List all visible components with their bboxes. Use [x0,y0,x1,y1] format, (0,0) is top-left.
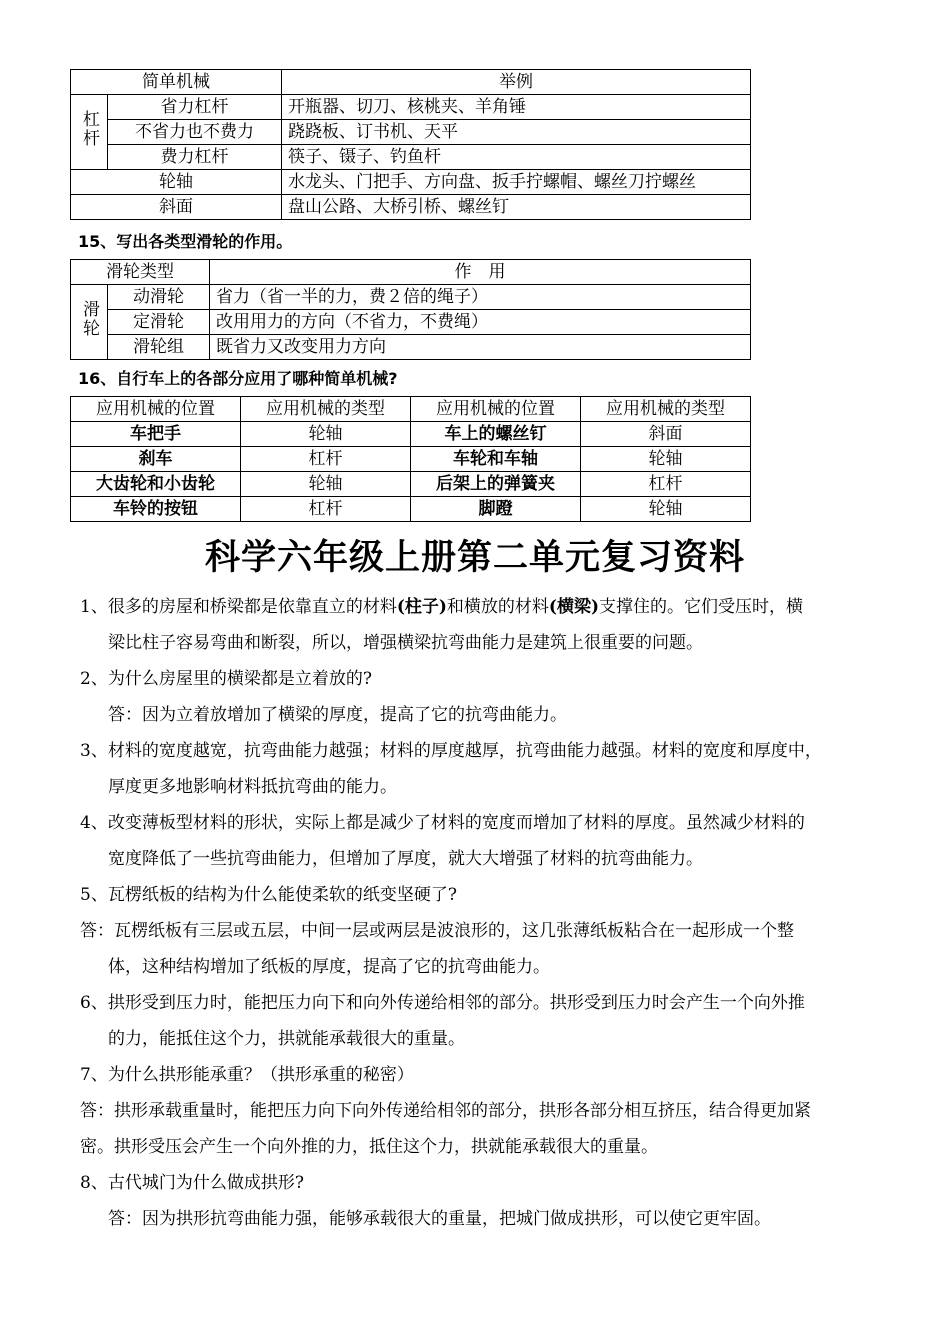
paragraph-1: 1、很多的房屋和桥梁都是依靠直立的材料(柱子)和横放的材料(横梁)支撑住的。它们受压时，横 梁比柱子容易弯曲和断裂，所以，增强横梁抗弯曲能力是建筑上很重要的问题。 [80,597,804,653]
table-cell: 改用用力的方向（不省力，不费绳） [210,310,751,335]
lever-group-cell: 杠杆 [71,95,108,170]
table-cell: 杠杆 [241,447,411,472]
table-cell: 省力杠杆 [108,95,282,120]
table-cell: 跷跷板、订书机、天平 [282,120,751,145]
table-cell: 后架上的弹簧夹 [411,472,581,497]
table-cell: 杠杆 [581,472,751,497]
table-cell: 水龙头、门把手、方向盘、扳手拧螺帽、螺丝刀拧螺丝 [282,170,751,195]
table-cell: 动滑轮 [108,285,210,310]
table-cell: 筷子、镊子、钓鱼杆 [282,145,751,170]
table-cell: 费力杠杆 [108,145,282,170]
table-cell: 杠杆 [241,497,411,522]
table-header: 滑轮类型 [71,260,210,285]
paragraph-6: 6、拱形受到压力时，能把压力向下和向外传递给相邻的部分。拱形受到压力时会产生一个向外推 的力，能抵住这个力，拱就能承载很大的重量。 [80,993,805,1049]
bicycle-table [70,396,751,522]
table-cell: 斜面 [71,195,282,220]
table-cell: 轮轴 [241,472,411,497]
table-cell: 滑轮组 [108,335,210,360]
paragraph-3: 3、材料的宽度越宽，抗弯曲能力越强；材料的厚度越厚，抗弯曲能力越强。材料的宽度和厚度中， 厚度更多地影响材料抵抗弯曲的能力。 [80,741,822,797]
table-cell: 轮轴 [581,447,751,472]
table-cell: 轮轴 [241,422,411,447]
question-15: 15、写出各类型滑轮的作用。 [78,232,293,251]
table-cell: 定滑轮 [108,310,210,335]
table-cell: 脚蹬 [411,497,581,522]
table-cell: 斜面 [581,422,751,447]
simple-machines-table [70,69,751,220]
table-cell: 刹车 [71,447,241,472]
paragraph-8: 8、古代城门为什么做成拱形? 答：因为拱形抗弯曲能力强，能够承载很大的重量，把城门做成拱形，可以使它更牢固。 [80,1173,771,1229]
table-header: 举例 [282,70,751,95]
table-cell: 车把手 [71,422,241,447]
table-cell: 轮轴 [581,497,751,522]
paragraph-5: 5、瓦楞纸板的结构为什么能使柔软的纸变坚硬了? 答：瓦楞纸板有三层或五层，中间一层或两层是波浪形的，这几张薄纸板粘合在一起形成一个整 体，这种结构增加了纸板的厚度，提高了它的抗弯曲能力。 [80,885,794,977]
table-cell: 轮轴 [71,170,282,195]
table-cell: 盘山公路、大桥引桥、螺丝钉 [282,195,751,220]
paragraph-7: 7、为什么拱形能承重？（拱形承重的秘密） 答：拱形承载重量时，能把压力向下向外传递给相邻的部分，拱形各部分相互挤压，结合得更加紧 密。拱形受压会产生一个向外推的力，抵住这个力，拱就能承载很大的重量。 [80,1065,811,1157]
table-header: 应用机械的类型 [581,397,751,422]
table-cell: 大齿轮和小齿轮 [71,472,241,497]
table-cell: 车上的螺丝钉 [411,422,581,447]
table-cell: 车轮和车轴 [411,447,581,472]
table-header: 应用机械的类型 [241,397,411,422]
pulley-group-cell: 滑轮 [71,285,108,360]
table-cell: 既省力又改变用力方向 [210,335,751,360]
table-header: 作 用 [210,260,751,285]
table-cell: 开瓶器、切刀、核桃夹、羊角锤 [282,95,751,120]
table-cell: 不省力也不费力 [108,120,282,145]
table-cell: 车铃的按钮 [71,497,241,522]
table-header: 简单机械 [71,70,282,95]
table-header: 应用机械的位置 [411,397,581,422]
page-title: 科学六年级上册第二单元复习资料 [204,538,745,578]
paragraph-2: 2、为什么房屋里的横梁都是立着放的? 答：因为立着放增加了横梁的厚度，提高了它的抗弯曲能力。 [80,669,567,725]
table-cell: 省力（省一半的力，费２倍的绳子） [210,285,751,310]
pulley-table [70,259,751,360]
question-16: 16、自行车上的各部分应用了哪种简单机械? [78,369,398,388]
table-header: 应用机械的位置 [71,397,241,422]
paragraph-4: 4、改变薄板型材料的形状，实际上都是减少了材料的宽度而增加了材料的厚度。虽然减少材料的 宽度降低了一些抗弯曲能力，但增加了厚度，就大大增强了材料的抗弯曲能力。 [80,813,805,869]
